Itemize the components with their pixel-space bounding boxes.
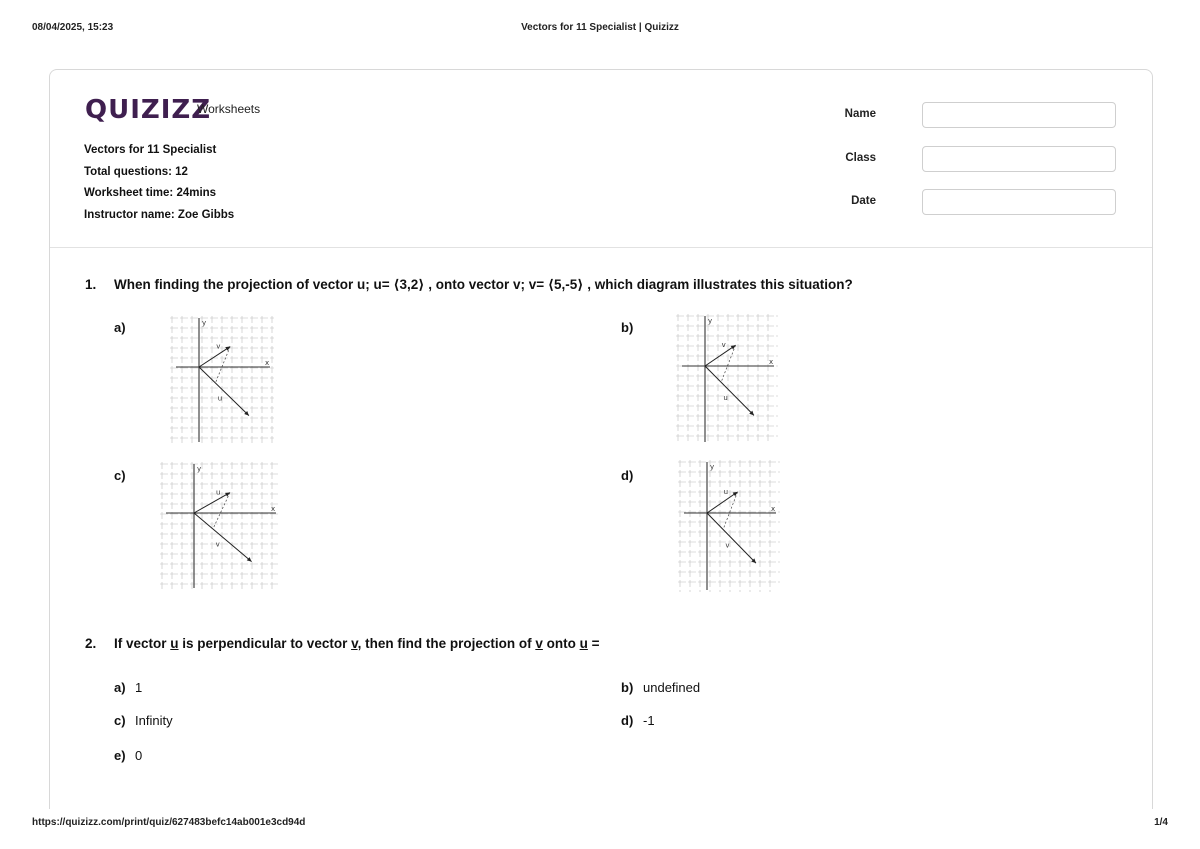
quizizz-logo: QUIZIZZ <box>85 95 212 125</box>
vector-diagram <box>678 460 780 592</box>
class-label: Class <box>845 152 876 164</box>
short-vector-label: u <box>723 487 729 496</box>
vector-diagram <box>170 316 274 444</box>
short-vector-label: u <box>216 488 221 497</box>
short-vector-head <box>733 492 738 496</box>
short-vector-head <box>225 347 230 351</box>
option-d-graph[interactable] <box>678 460 780 592</box>
logo-subtitle: Worksheets <box>197 102 261 116</box>
y-axis-label: y <box>708 317 713 325</box>
option-e-text[interactable]: 0 <box>135 748 143 763</box>
instructor-name: Instructor name: Zoe Gibbs <box>84 208 235 221</box>
option-b-graph[interactable] <box>676 314 778 444</box>
option-letter-c: c) <box>114 713 126 728</box>
worksheet-time: Worksheet time: 24mins <box>84 187 217 199</box>
print-header <box>32 22 1168 36</box>
print-title: Vectors for 11 Specialist | Quizizz <box>521 22 679 33</box>
option-letter-a: a) <box>114 680 126 695</box>
option-letter-c: c) <box>114 468 126 483</box>
projection-line <box>723 492 737 529</box>
short-vector <box>705 345 736 366</box>
long-vector-label: u <box>217 394 223 403</box>
worksheet-title: Vectors for 11 Specialist <box>84 144 217 156</box>
worksheet-meta <box>84 140 234 226</box>
y-axis-label: y <box>202 319 207 327</box>
long-vector <box>194 513 252 562</box>
worksheet-header <box>50 70 1152 248</box>
short-vector-head <box>731 345 736 349</box>
class-row <box>816 146 1116 172</box>
x-axis-label: x <box>771 505 776 513</box>
short-vector-label: v <box>216 342 221 351</box>
total-questions: Total questions: 12 <box>84 165 188 178</box>
name-field[interactable] <box>922 102 1116 128</box>
vector-diagram <box>160 462 280 590</box>
date-row <box>816 189 1116 215</box>
option-letter-a: a) <box>114 320 126 335</box>
option-d-text[interactable]: -1 <box>643 713 655 728</box>
short-vector <box>707 492 738 513</box>
option-letter-b: b) <box>621 320 634 335</box>
option-a-graph[interactable] <box>170 316 274 444</box>
page-number: 1/4 <box>1154 817 1168 828</box>
projection-line <box>213 493 230 529</box>
worksheet-sheet <box>49 69 1153 809</box>
option-letter-e: e) <box>114 748 126 763</box>
x-axis-label: x <box>265 359 270 367</box>
long-vector <box>199 367 249 416</box>
name-label: Name <box>844 108 876 120</box>
long-vector <box>707 513 756 563</box>
y-axis-label: y <box>710 463 715 471</box>
long-vector <box>705 366 754 415</box>
question-text: When finding the projection of vector u; u= ⟨3,2⟩ , onto vector v; v= ⟨5,-5⟩ , which diagram illustrates this situation? <box>114 277 853 292</box>
option-c-graph[interactable] <box>160 462 280 590</box>
x-axis-label: x <box>271 505 276 513</box>
long-vector-label: v <box>725 541 730 550</box>
date-label: Date <box>851 195 876 207</box>
long-vector-label: v <box>215 540 220 549</box>
name-row <box>816 102 1116 128</box>
option-letter-d: d) <box>621 468 634 483</box>
vector-diagram <box>676 314 778 444</box>
print-footer <box>32 817 1168 831</box>
y-axis-label: y <box>197 465 202 473</box>
long-vector-label: u <box>723 393 728 402</box>
print-url: https://quizizz.com/print/quiz/627483befc14ab001e3cd94d <box>32 817 306 828</box>
x-axis-label: x <box>769 358 774 366</box>
print-date: 08/04/2025, 15:23 <box>32 22 114 33</box>
option-a-text[interactable]: 1 <box>135 680 143 695</box>
short-vector <box>199 347 230 367</box>
option-b-text[interactable]: undefined <box>643 680 701 695</box>
short-vector-label: v <box>721 341 726 350</box>
option-letter-b: b) <box>621 680 634 695</box>
date-field[interactable] <box>922 189 1116 215</box>
question-number: 1. <box>85 277 97 292</box>
option-letter-d: d) <box>621 713 634 728</box>
question-text: If vector u is perpendicular to vector v, then find the projection of v onto u = <box>114 636 600 651</box>
question-number: 2. <box>85 636 97 651</box>
class-field[interactable] <box>922 146 1116 172</box>
option-c-text[interactable]: Infinity <box>135 713 173 728</box>
